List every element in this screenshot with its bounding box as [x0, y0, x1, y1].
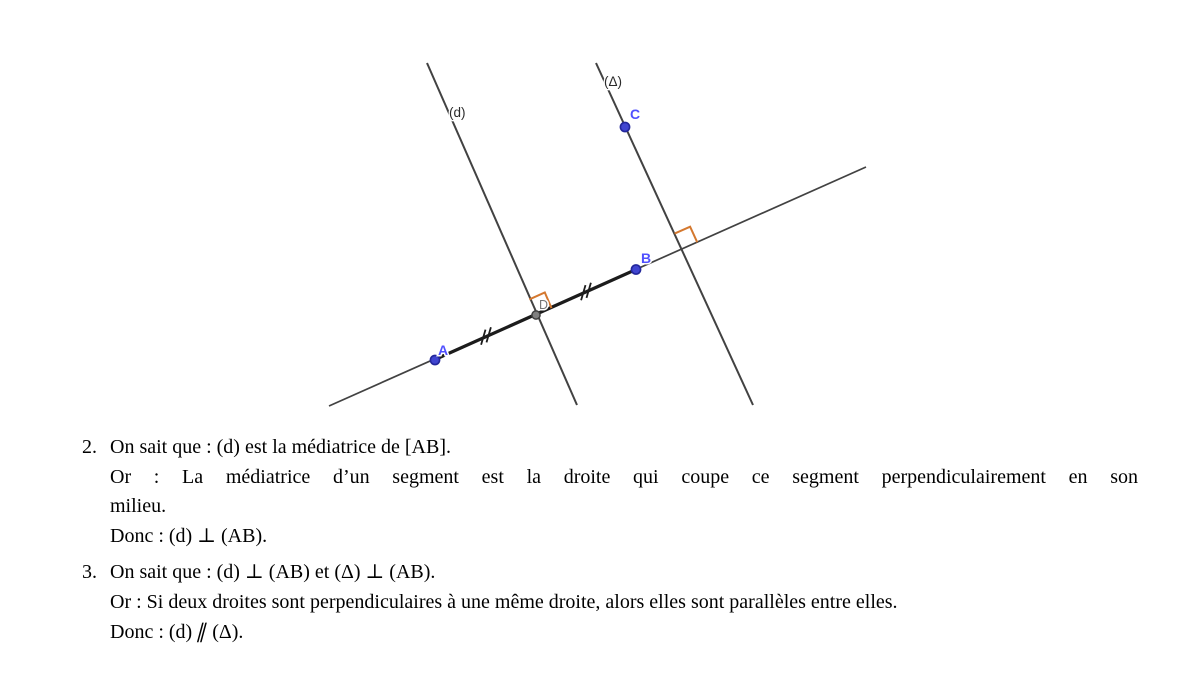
proof-line-conclusion: Donc : (d) ⊥ (AB).	[110, 524, 268, 547]
point-d-label: D	[539, 298, 549, 312]
proof-line-know: On sait que : (d) ⊥ (AB) et (Δ) ⊥ (AB).	[110, 561, 436, 583]
point-c	[620, 122, 629, 131]
proof-line-rule-cont: milieu.	[110, 495, 167, 517]
solution-text	[82, 433, 1138, 648]
line-delta	[596, 63, 753, 405]
point-c-label: C	[630, 106, 641, 122]
conclusion-suffix: (Δ).	[207, 621, 244, 643]
parallel-symbol: ∥	[194, 619, 211, 643]
proof-item-3	[82, 558, 1138, 648]
proof-line-rule: Or : Si deux droites sont perpendiculaires à une même droite, alors elles sont parallèles entre elles.	[110, 590, 898, 613]
point-d	[532, 311, 540, 319]
proof-line-know: On sait que : (d) est la médiatrice de [AB].	[110, 436, 451, 458]
line-delta-label: (Δ)	[604, 74, 623, 89]
proof-line-rule: Or : La médiatrice d’un segment est la droite qui coupe ce segment perpendiculairement en son	[110, 465, 1138, 488]
point-b-label: B	[641, 250, 652, 266]
item-number: 3.	[82, 561, 97, 583]
item-number: 2.	[82, 436, 97, 458]
line-d-label: (d)	[449, 105, 466, 120]
conclusion-prefix: Donc : (d)	[110, 621, 198, 643]
proof-line-conclusion	[110, 617, 1138, 648]
point-b	[631, 265, 640, 274]
proof-item-2	[82, 433, 1138, 551]
point-a-label: A	[438, 342, 449, 358]
